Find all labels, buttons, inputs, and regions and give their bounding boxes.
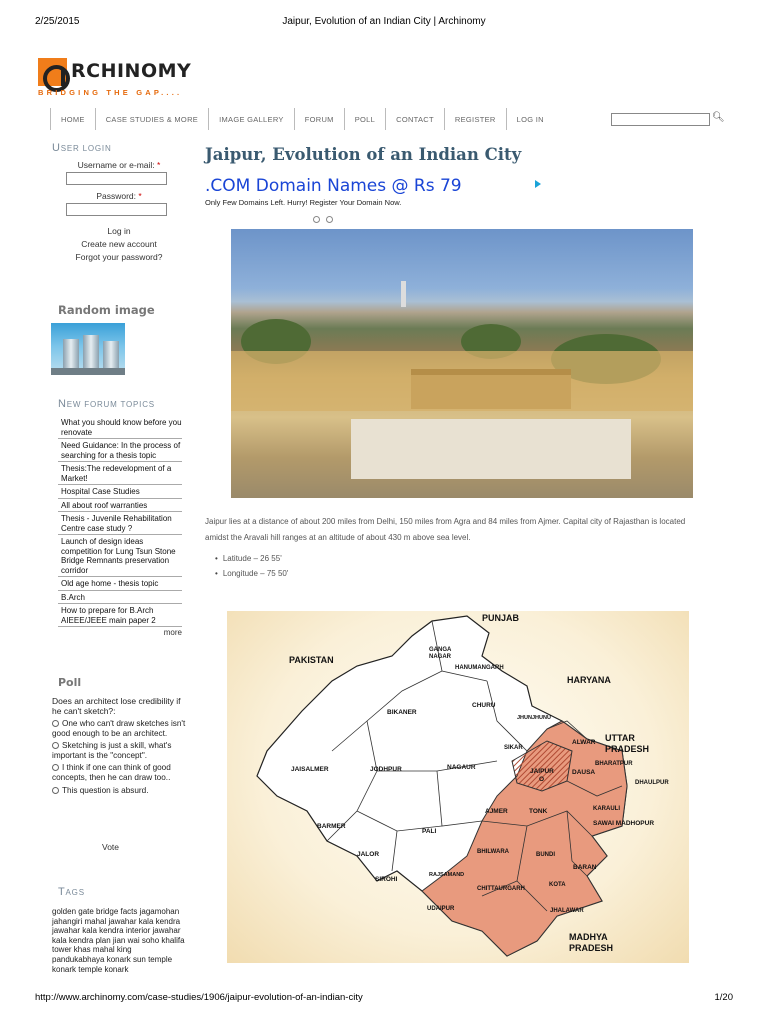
ad-pager-dot[interactable]	[326, 216, 333, 223]
label-bharatpur: BHARATPUR	[595, 761, 633, 767]
label-haryana: HARYANA	[567, 675, 611, 685]
forum-topic-link[interactable]: All about roof warranties	[58, 499, 182, 513]
radio-button[interactable]	[52, 742, 59, 749]
forgot-password-link[interactable]: Forgot your password?	[75, 252, 163, 262]
nav-register[interactable]: REGISTER	[445, 108, 507, 130]
label-madhya-2: PRADESH	[569, 943, 614, 953]
label-udaipur: UDAIPUR	[427, 906, 455, 912]
username-label: Username or e-mail: *	[77, 160, 161, 170]
print-page-number: 1/20	[714, 992, 733, 1003]
ad-pager	[313, 210, 545, 228]
ad-banner[interactable]	[205, 176, 545, 228]
palace-pavilion	[411, 369, 571, 409]
label-rajsamand: RAJSAMAND	[429, 872, 465, 878]
tags-title: TAGS	[58, 886, 85, 898]
label-sirohi: SIROHI	[375, 876, 398, 883]
username-field[interactable]	[66, 172, 167, 185]
ad-description: Only Few Domains Left. Hurry! Register Your Domain Now.	[205, 198, 402, 207]
label-jaipur-2: O	[539, 776, 545, 783]
label-tonk: TONK	[529, 808, 548, 815]
login-link[interactable]: Log in	[107, 226, 131, 236]
vote-button[interactable]: Vote	[102, 842, 120, 852]
poll-title: Poll	[58, 676, 82, 689]
forum-topic-link[interactable]: Thesis:The redevelopment of a Market!	[58, 462, 182, 485]
coordinates-list	[215, 551, 288, 581]
label-barmer: BARMER	[317, 823, 346, 830]
minaret	[401, 281, 406, 307]
poll-option[interactable]: Sketching is just a skill, what's important is the "concept".	[52, 741, 172, 760]
play-triangle-icon[interactable]	[535, 180, 541, 188]
label-hanumangarh: HANUMANGARH	[455, 665, 504, 671]
label-ganga-1: GANGA	[429, 647, 452, 653]
label-jalor: JALOR	[357, 851, 380, 858]
label-dhaulpur: DHAULPUR	[635, 780, 669, 786]
palace-courtyard	[351, 419, 631, 479]
forum-topic-link[interactable]: Old age home - thesis topic	[58, 577, 182, 591]
forum-more-link[interactable]: more	[163, 628, 182, 637]
label-jhunjhunu: JHUNJHUNU	[517, 715, 551, 721]
forum-topics-title: NEW FORUM TOPICS	[58, 398, 155, 410]
article-paragraph: Jaipur lies at a distance of about 200 miles from Delhi, 150 miles from Agra and 84 miles from Ajmer. Capital city of Rajasthan is located amidst the Aravali hill ranges at an altitude of about 430 m above sea level.	[205, 517, 686, 542]
radio-button[interactable]	[52, 720, 59, 727]
forum-topic-link[interactable]: Hospital Case Studies	[58, 485, 182, 499]
page-title: Jaipur, Evolution of an Indian City	[205, 145, 522, 164]
label-dausa: DAUSA	[572, 769, 596, 776]
nav-poll[interactable]: POLL	[345, 108, 386, 130]
label-bundi: BUNDI	[536, 852, 555, 858]
random-image-block	[58, 303, 155, 317]
logo-mark-stem	[61, 69, 65, 86]
site-logo[interactable]	[38, 55, 198, 100]
label-pali: PALI	[422, 828, 437, 835]
search-input[interactable]	[611, 113, 710, 126]
tag-cloud[interactable]: golden gate bridge facts jagamohan jahangiri mahal jawahar kala kendra jawahar kala kendra interior jawahar kala kendra plan jian wai soho khalifa tower khas mahal king pandukabhaya konark sun temple konark temple konark	[52, 907, 185, 974]
ad-headline[interactable]: .COM Domain Names @ Rs 79	[205, 176, 462, 196]
main-nav	[50, 108, 554, 130]
user-login-block	[52, 142, 186, 262]
label-jaisalmer: JAISALMER	[291, 766, 329, 773]
label-jodhpur: JODHPUR	[370, 766, 402, 773]
forum-topic-link[interactable]: How to prepare for B.Arch AIEEE/JEEE main paper 2	[58, 604, 182, 627]
label-uttar-1: UTTAR	[605, 733, 635, 743]
password-field[interactable]	[66, 203, 167, 216]
forum-topic-link[interactable]: Launch of design ideas competition for Lung Tsun Stone Bridge Remnants preservation corridor	[58, 535, 182, 577]
password-label: Password: *	[96, 191, 142, 201]
logo-wordmark: RCHINOMY	[71, 60, 192, 82]
label-chittaurgarh: CHITTAURGARH	[477, 886, 525, 892]
logo-tagline: BRIDGING THE GAP....	[38, 88, 183, 97]
forum-topic-link[interactable]: Thesis - Juvenile Rehabilitation Centre case study ?	[58, 512, 182, 535]
create-account-link[interactable]: Create new account	[81, 239, 157, 249]
label-nagaur: NAGAUR	[447, 764, 476, 771]
label-baran: BARAN	[573, 864, 597, 871]
nav-home[interactable]: HOME	[50, 108, 96, 130]
nav-contact[interactable]: CONTACT	[386, 108, 445, 130]
nav-case-studies[interactable]: CASE STUDIES & MORE	[96, 108, 209, 130]
label-jaipur-1: JAIPUR	[530, 768, 554, 775]
search-icon[interactable]: 🔍︎	[712, 112, 725, 123]
poll-option[interactable]: This question is absurd.	[52, 786, 186, 796]
forum-topic-link[interactable]: B.Arch	[58, 591, 182, 605]
label-ganga-2: NAGAR	[429, 654, 451, 660]
ad-pager-dot[interactable]	[313, 216, 320, 223]
tags-block	[52, 886, 186, 974]
label-ajmer: AJMER	[485, 808, 508, 815]
jaipur-city-photo	[231, 229, 693, 498]
label-punjab: PUNJAB	[482, 613, 520, 623]
label-bikaner: BIKANER	[387, 709, 417, 716]
radio-button[interactable]	[52, 787, 59, 794]
label-sawai-madhopur: SAWAI MADHOPUR	[593, 820, 655, 827]
rajasthan-map	[227, 611, 689, 963]
poll-question: Does an architect lose credibility if he can't sketch?:	[52, 696, 181, 716]
poll-option[interactable]: I think if one can think of good concepts, then he can draw too..	[52, 763, 171, 782]
print-title: Jaipur, Evolution of an Indian City | Archinomy	[282, 16, 486, 27]
poll-block	[52, 676, 186, 852]
label-uttar-2: PRADESH	[605, 744, 650, 754]
label-alwar: ALWAR	[572, 739, 596, 746]
nav-image-gallery[interactable]: IMAGE GALLERY	[209, 108, 295, 130]
label-karauli: KARAULI	[593, 806, 620, 812]
label-churu: CHURU	[472, 702, 496, 709]
random-image-title: Random image	[58, 303, 155, 317]
print-url: http://www.archinomy.com/case-studies/1906/jaipur-evolution-of-an-indian-city	[35, 992, 363, 1003]
nav-login[interactable]: LOG IN	[516, 114, 544, 124]
forum-topics-block	[58, 398, 182, 637]
user-login-title: USER LOGIN	[52, 142, 112, 154]
poll-option[interactable]: One who can't draw sketches isn't good enough to be an architect.	[52, 719, 186, 738]
label-kota: KOTA	[549, 882, 566, 888]
latitude-item: • Latitude – 26 55'	[215, 551, 288, 566]
forum-topic-link[interactable]: What you should know before you renovate	[58, 416, 182, 439]
radio-button[interactable]	[52, 764, 59, 771]
label-jhalawar: JHALAWAR	[550, 908, 584, 914]
longitude-item: • Longitude – 75 50'	[215, 566, 288, 581]
nav-forum[interactable]: FORUM	[295, 108, 345, 130]
forum-topic-link[interactable]: Need Guidance: In the process of searching for a thesis topic	[58, 439, 182, 462]
rajasthan-map-svg	[227, 611, 689, 963]
random-image-thumbnail[interactable]	[51, 323, 125, 375]
label-bhilwara: BHILWARA	[477, 849, 509, 855]
label-pakistan: PAKISTAN	[289, 655, 334, 665]
print-date: 2/25/2015	[35, 16, 80, 27]
label-sikar: SIKAR	[504, 745, 523, 751]
label-madhya-1: MADHYA	[569, 932, 608, 942]
